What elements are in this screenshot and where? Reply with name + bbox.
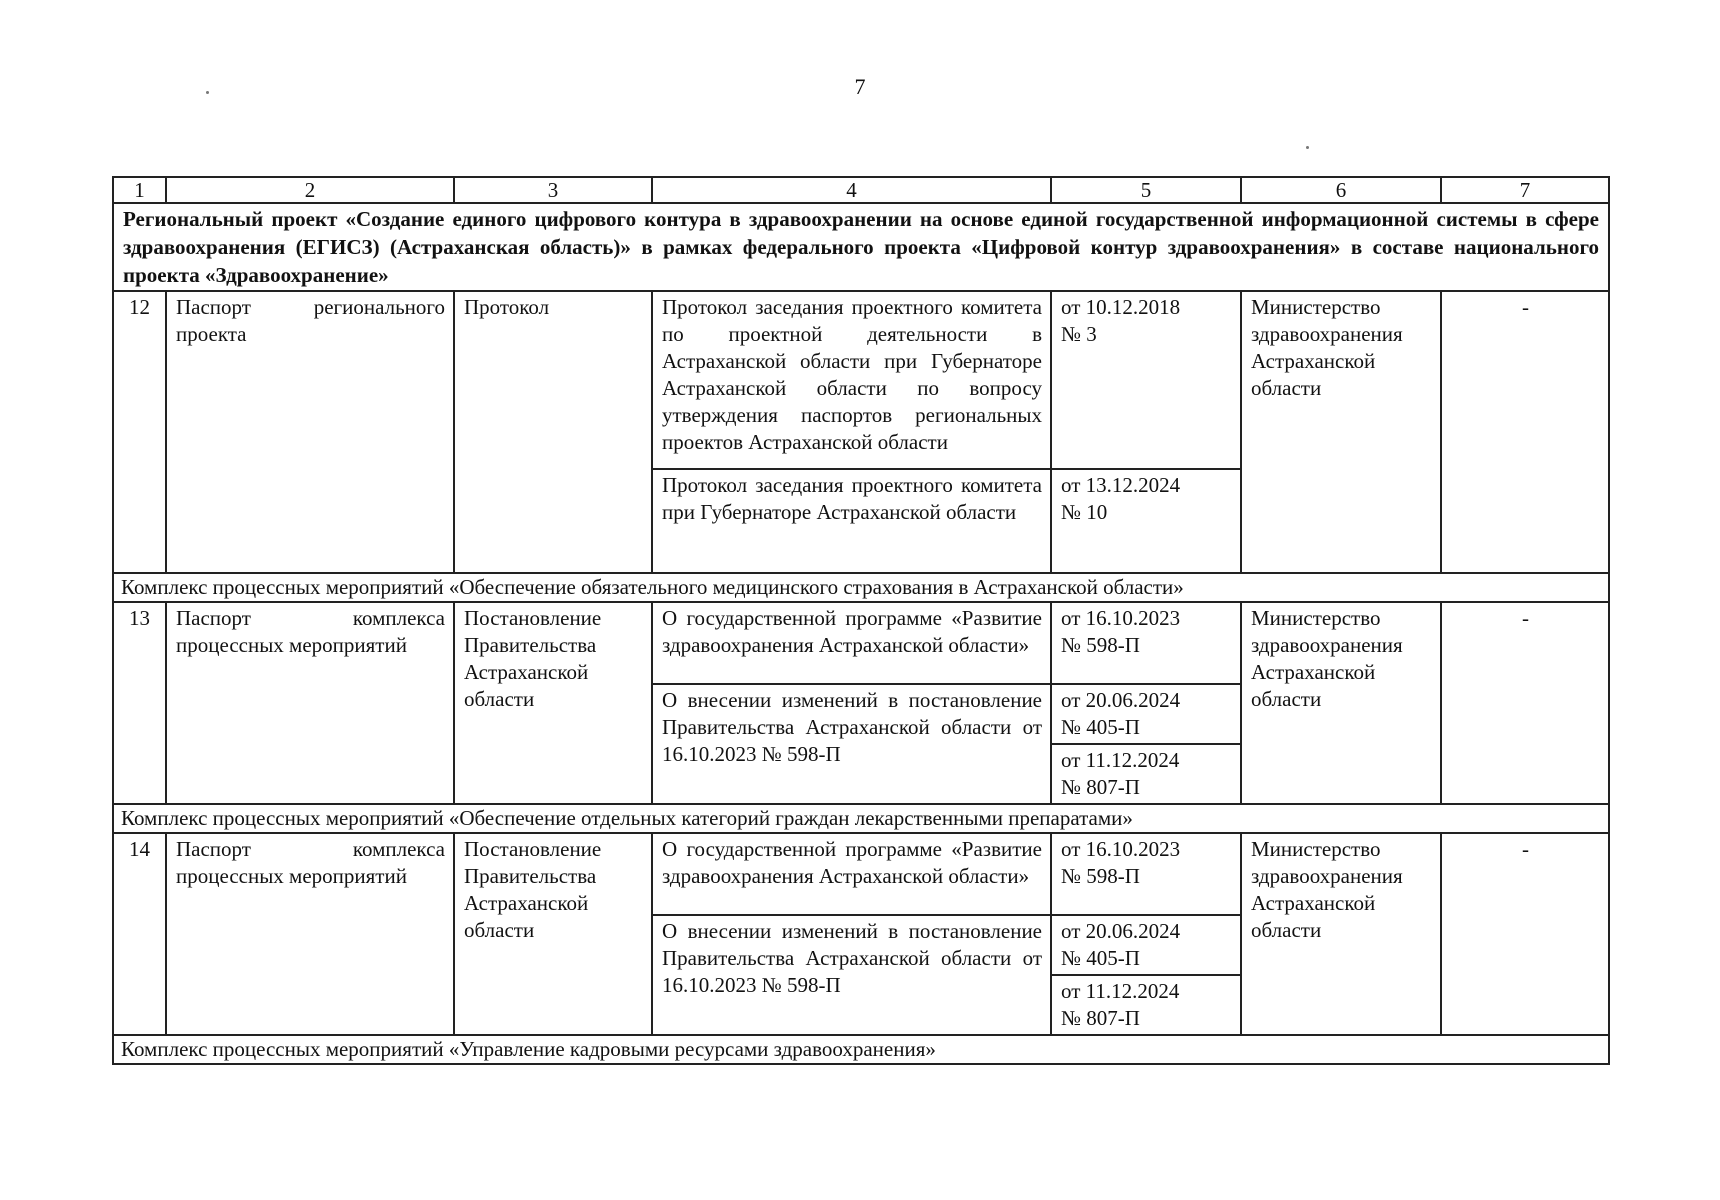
table-row bbox=[113, 291, 1609, 469]
document-title: Паспорт регионального проекта bbox=[166, 291, 454, 573]
section-title: Комплекс процессных мероприятий «Управление кадровыми ресурсами здравоохранения» bbox=[113, 1035, 1609, 1064]
note-cell: - bbox=[1441, 291, 1609, 573]
document-date-number bbox=[1051, 975, 1241, 1035]
row-number: 12 bbox=[113, 291, 166, 573]
section-heading-row bbox=[113, 804, 1609, 833]
note-cell: - bbox=[1441, 833, 1609, 1035]
document-name: О внесении изменений в постановление Правительства Астраханской области от 16.10.2023 № 598-П bbox=[652, 915, 1051, 1035]
document-name: О внесении изменений в постановление Правительства Астраханской области от 16.10.2023 № 598-П bbox=[652, 684, 1051, 804]
column-number-5: 5 bbox=[1051, 177, 1241, 203]
document-title: Паспорт комплекса процессных мероприятий bbox=[166, 833, 454, 1035]
document-number: № 10 bbox=[1061, 500, 1108, 524]
row-number: 13 bbox=[113, 602, 166, 804]
document-number: № 807-П bbox=[1061, 775, 1140, 799]
document-number: № 598-П bbox=[1061, 864, 1140, 888]
table-row bbox=[113, 602, 1609, 684]
document-date-number bbox=[1051, 469, 1241, 573]
document-date-number bbox=[1051, 915, 1241, 975]
section-title: Региональный проект «Создание единого цифрового контура в здравоохранении на основе единой государственной информационной системы в сфере здравоохранения (ЕГИСЗ) (Астраханская область)» в рамках федерального проекта «Цифровой контур здравоохранения» в составе национального проекта «Здравоохранение» bbox=[113, 203, 1609, 291]
document-date: от 20.06.2024 bbox=[1061, 688, 1181, 712]
note-cell: - bbox=[1441, 602, 1609, 804]
column-number-2: 2 bbox=[166, 177, 454, 203]
document-date-number bbox=[1051, 291, 1241, 469]
section-title: Комплекс процессных мероприятий «Обеспечение отдельных категорий граждан лекарственными препаратами» bbox=[113, 804, 1609, 833]
scan-speck bbox=[206, 91, 209, 94]
document-date: от 16.10.2023 bbox=[1061, 606, 1181, 630]
document-name: О государственной программе «Развитие здравоохранения Астраханской области» bbox=[652, 602, 1051, 684]
document-date: от 13.12.2024 bbox=[1061, 473, 1181, 497]
document-number: № 405-П bbox=[1061, 946, 1140, 970]
table-row bbox=[113, 833, 1609, 915]
section-heading-row bbox=[113, 573, 1609, 602]
document-name: О государственной программе «Развитие здравоохранения Астраханской области» bbox=[652, 833, 1051, 915]
document-type: Протокол bbox=[454, 291, 652, 573]
document-number: № 807-П bbox=[1061, 1006, 1140, 1030]
row-number: 14 bbox=[113, 833, 166, 1035]
section-heading-row bbox=[113, 1035, 1609, 1064]
document-date: от 10.12.2018 bbox=[1061, 295, 1181, 319]
document-title: Паспорт комплекса процессных мероприятий bbox=[166, 602, 454, 804]
section-title: Комплекс процессных мероприятий «Обеспечение обязательного медицинского страхования в Астраханской области» bbox=[113, 573, 1609, 602]
document-date-number bbox=[1051, 684, 1241, 744]
column-number-7: 7 bbox=[1441, 177, 1609, 203]
section-heading-row bbox=[113, 203, 1609, 291]
document-number: № 3 bbox=[1061, 322, 1097, 346]
column-number-6: 6 bbox=[1241, 177, 1441, 203]
document-type: Постановление Правительства Астраханской области bbox=[454, 833, 652, 1035]
document-date: от 20.06.2024 bbox=[1061, 919, 1181, 943]
column-number-3: 3 bbox=[454, 177, 652, 203]
document-date: от 11.12.2024 bbox=[1061, 979, 1180, 1003]
documents-table bbox=[112, 176, 1610, 1065]
document-date: от 16.10.2023 bbox=[1061, 837, 1181, 861]
page-number: 7 bbox=[854, 74, 866, 99]
document-date: от 11.12.2024 bbox=[1061, 748, 1180, 772]
document-number: № 405-П bbox=[1061, 715, 1140, 739]
scan-speck bbox=[1306, 146, 1309, 149]
document-date-number bbox=[1051, 744, 1241, 804]
column-number-4: 4 bbox=[652, 177, 1051, 203]
document-name: Протокол заседания проектного комитета при Губернаторе Астраханской области bbox=[652, 469, 1051, 573]
responsible-body: Министерство здравоохранения Астраханской области bbox=[1241, 291, 1441, 573]
table-header-row bbox=[113, 177, 1609, 203]
document-number: № 598-П bbox=[1061, 633, 1140, 657]
document-date-number bbox=[1051, 833, 1241, 915]
column-number-1: 1 bbox=[113, 177, 166, 203]
responsible-body: Министерство здравоохранения Астраханской области bbox=[1241, 602, 1441, 804]
document-date-number bbox=[1051, 602, 1241, 684]
document-type: Постановление Правительства Астраханской области bbox=[454, 602, 652, 804]
responsible-body: Министерство здравоохранения Астраханской области bbox=[1241, 833, 1441, 1035]
document-name: Протокол заседания проектного комитета по проектной деятельности в Астраханской области при Губернаторе Астраханской области по вопросу утверждения паспортов региональных проектов Астраханской области bbox=[652, 291, 1051, 469]
